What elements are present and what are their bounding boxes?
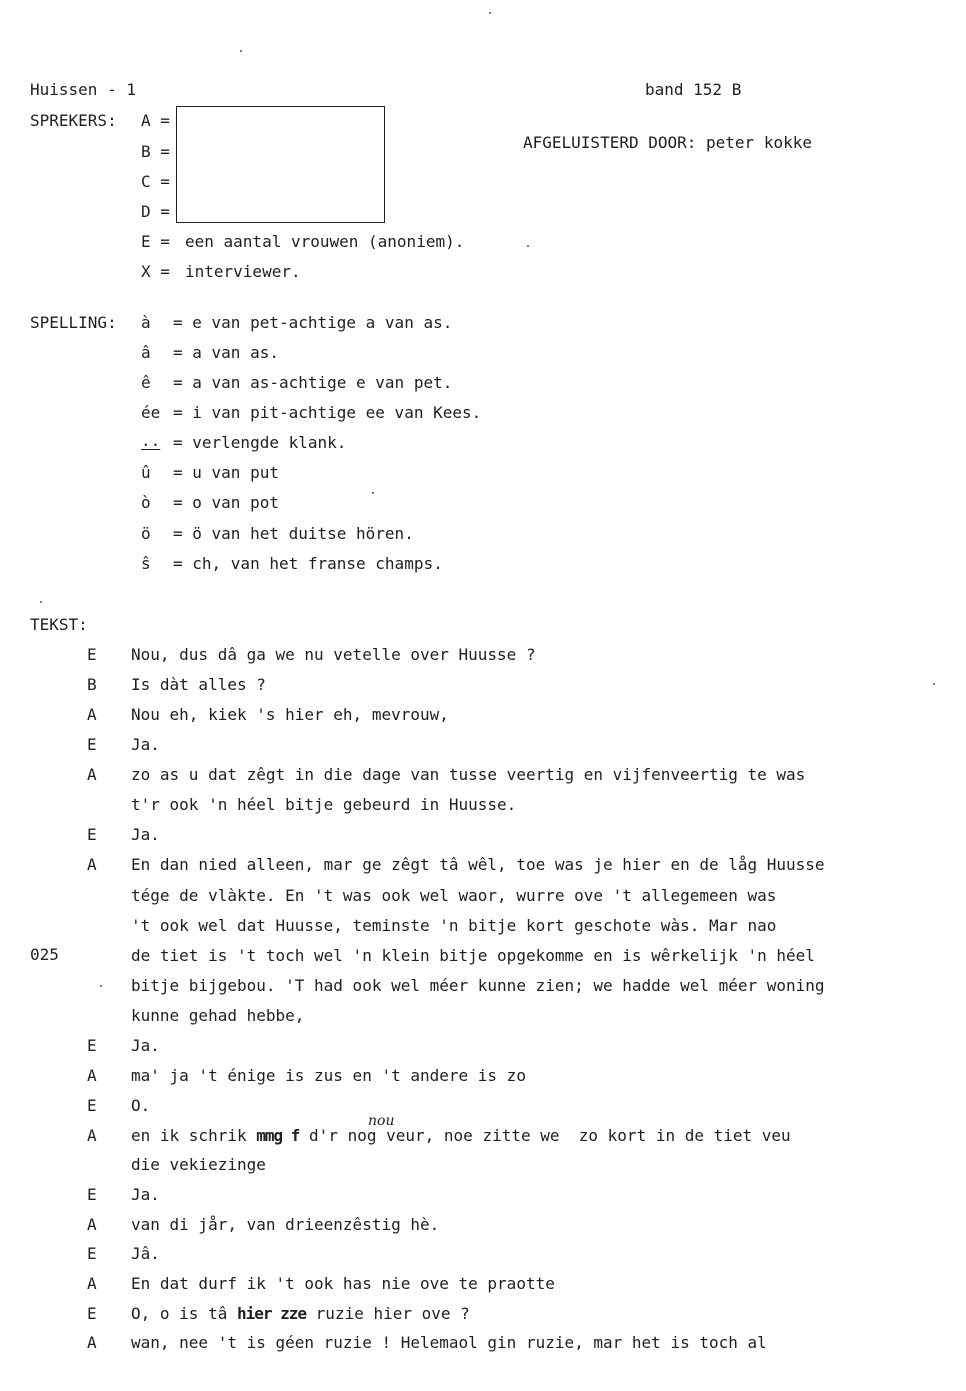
spelling-desc: = a van as-achtige e van pet.	[173, 373, 453, 392]
tekst-label: TEKST:	[30, 615, 88, 634]
speaker-code: X =	[141, 262, 170, 281]
scan-speck	[40, 601, 42, 603]
speaker-marker: E	[87, 1185, 97, 1204]
transcript-line: wan, nee 't is géen ruzie ! Helemaol gin ruzie, mar het is toch al	[131, 1333, 767, 1352]
sprekers-label: SPREKERS:	[30, 111, 117, 130]
transcript-text: en ik schrik	[131, 1126, 247, 1145]
speaker-code: C =	[141, 172, 170, 191]
speaker-marker: A	[87, 1274, 97, 1293]
spelling-desc: = a van as.	[173, 343, 279, 362]
scan-speck	[527, 245, 529, 247]
spelling-symbol: ..	[141, 431, 161, 450]
transcript-line: Is dàt alles ?	[131, 675, 266, 694]
speaker-marker: A	[87, 1333, 97, 1352]
spelling-symbol: û	[141, 463, 151, 482]
location-title: Huissen - 1	[30, 80, 136, 99]
transcript-line: 't ook wel dat Huusse, teminste 'n bitje kort geschote wàs. Mar nao	[131, 916, 777, 935]
transcript-line	[131, 1306, 470, 1322]
spelling-symbol: ée	[141, 403, 161, 422]
speaker-marker: A	[87, 765, 97, 784]
scan-speck	[489, 12, 491, 14]
transcript-line: Ja.	[131, 1036, 160, 1055]
speaker-marker: B	[87, 675, 97, 694]
transcript-line: kunne gehad hebbe,	[131, 1006, 305, 1025]
speaker-marker: E	[87, 735, 97, 754]
spelling-desc: = o van pot	[173, 493, 279, 512]
transcript-text: ruzie hier ove ?	[315, 1304, 470, 1323]
transcript-text: O, o is tâ	[131, 1304, 228, 1323]
struck-text: mmg f	[256, 1126, 300, 1145]
scan-speck	[240, 50, 242, 52]
speaker-marker: A	[87, 1215, 97, 1234]
spelling-desc: = ch, van het franse champs.	[173, 554, 443, 573]
transcript-line: van di jår, van drieenzêstig hè.	[131, 1215, 440, 1234]
transcript-line: ma' ja 't énige is zus en 't andere is zo	[131, 1066, 526, 1085]
speaker-marker: A	[87, 1126, 97, 1145]
spelling-desc: = i van pit-achtige ee van Kees.	[173, 403, 482, 422]
spelling-desc: = e van pet-achtige a van as.	[173, 313, 453, 332]
transcript-line: zo as u dat zêgt in die dage van tusse veertig en vijfenveertig te was	[131, 765, 806, 784]
speaker-code: A =	[141, 111, 170, 130]
transcript-line	[131, 1128, 791, 1144]
speaker-marker: A	[87, 705, 97, 724]
spelling-symbol: ŝ	[141, 554, 151, 573]
transcript-line: bitje bijgebou. 'T had ook wel méer kunne zien; we hadde wel méer woning	[131, 976, 825, 995]
spelling-symbol: ê	[141, 373, 151, 392]
spelling-symbol: â	[141, 343, 151, 362]
spelling-label: SPELLING:	[30, 313, 117, 332]
redacted-speaker-box	[176, 106, 385, 223]
afgeluisterd-door: AFGELUISTERD DOOR: peter kokke	[523, 133, 812, 152]
transcript-line: Ja.	[131, 1185, 160, 1204]
speaker-marker: E	[87, 825, 97, 844]
transcript-line: Ja.	[131, 825, 160, 844]
speaker-marker: A	[87, 855, 97, 874]
struck-text: hier zze	[236, 1304, 307, 1323]
scan-speck	[933, 683, 935, 685]
transcript-line: die vekiezinge	[131, 1155, 266, 1174]
speaker-marker: E	[87, 645, 97, 664]
speaker-code: B =	[141, 142, 170, 161]
transcript-line: t'r ook 'n héel bitje gebeurd in Huusse.	[131, 795, 517, 814]
speaker-marker: E	[87, 1036, 97, 1055]
speaker-marker: E	[87, 1096, 97, 1115]
transcript-line: O.	[131, 1096, 151, 1115]
speaker-desc: een aantal vrouwen (anoniem).	[185, 232, 465, 251]
spelling-symbol: ö	[141, 524, 151, 543]
speaker-code: E =	[141, 232, 170, 251]
spelling-desc: = ö van het duitse hören.	[173, 524, 414, 543]
speaker-marker: E	[87, 1244, 97, 1263]
spelling-symbol: à	[141, 313, 151, 332]
handwritten-correction: nou	[368, 1113, 395, 1129]
transcript-line: tége de vlàkte. En 't was ook wel waor, wurre ove 't allegemeen was	[131, 886, 777, 905]
band-number: band 152 B	[645, 80, 742, 99]
spelling-desc: = u van put	[173, 463, 279, 482]
transcript-line: Jâ.	[131, 1244, 160, 1263]
scan-speck	[100, 985, 102, 987]
speaker-marker: E	[87, 1304, 97, 1323]
transcript-line: Nou eh, kiek 's hier eh, mevrouw,	[131, 705, 449, 724]
line-number: 025	[30, 945, 59, 964]
transcript-line: En dat durf ik 't ook has nie ove te praotte	[131, 1274, 555, 1293]
transcript-line: de tiet is 't toch wel 'n klein bitje opgekomme en is wêrkelijk 'n héel	[131, 946, 815, 965]
transcript-line: Nou, dus dâ ga we nu vetelle over Huusse ?	[131, 645, 536, 664]
transcript-line: En dan nied alleen, mar ge zêgt tâ wêl, toe was je hier en de låg Huusse	[131, 855, 825, 874]
transcript-text: d'r nog veur, noe zitte we zo kort in de tiet veu	[309, 1126, 791, 1145]
transcript-line: Ja.	[131, 735, 160, 754]
speaker-marker: A	[87, 1066, 97, 1085]
spelling-symbol: ò	[141, 493, 151, 512]
speaker-desc: interviewer.	[185, 262, 301, 281]
spelling-desc: = verlengde klank.	[173, 433, 347, 452]
scan-speck	[372, 492, 374, 494]
speaker-code: D =	[141, 202, 170, 221]
